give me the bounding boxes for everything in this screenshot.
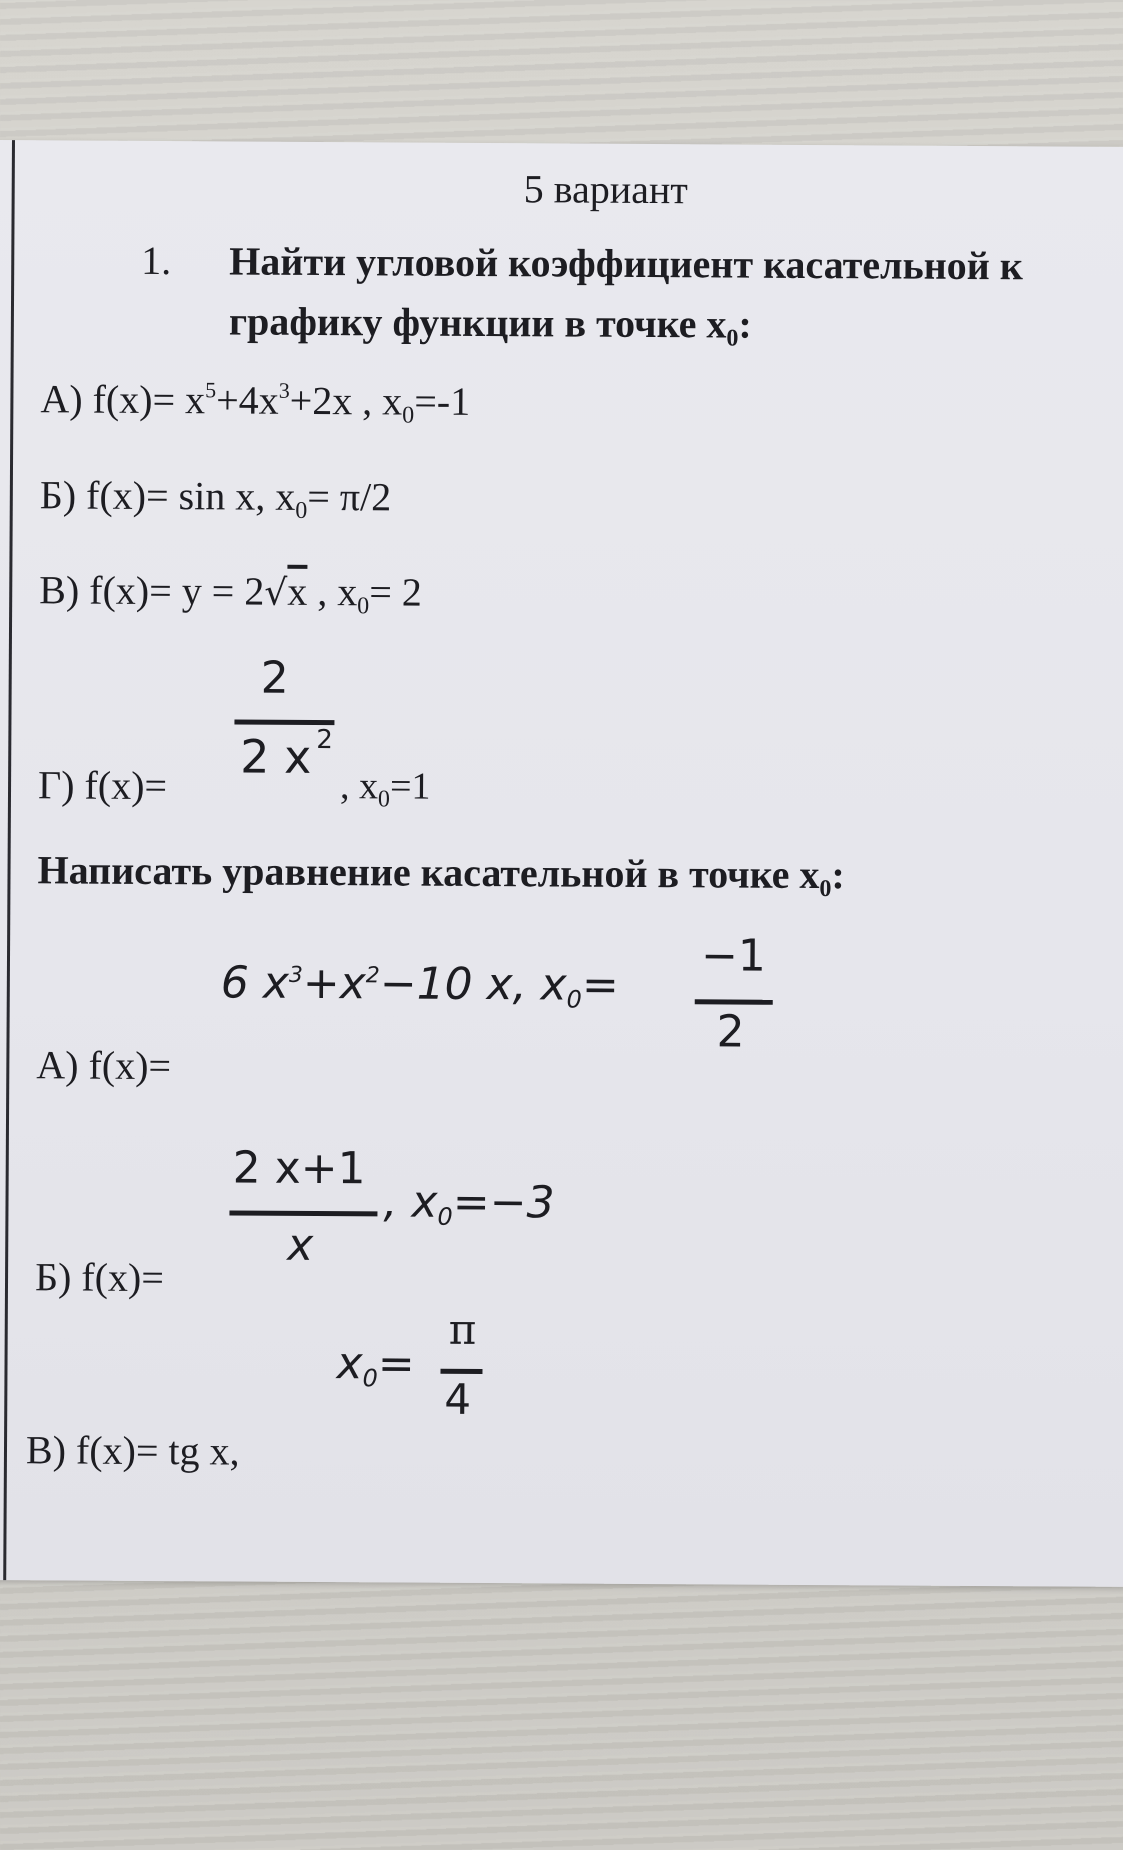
task1-item-g-label: Г) f(x)= (37, 762, 168, 809)
task1-item-g-x0: , $x_0=1$ (339, 765, 431, 813)
task2-item-b-numerator: 2 x+1 (232, 1142, 366, 1195)
task1-item-a: А) $f(x)= x^5+4x^3+2x$ , $x_0=-1$ (40, 376, 471, 429)
task2-heading: Написать уравнение касательной в точке $x_0$: (37, 847, 845, 903)
worksheet-paper (0, 140, 1123, 1587)
task2-item-v-x0: x0= (336, 1338, 415, 1393)
task2-item-v-denominator: 4 (444, 1374, 472, 1424)
margin-line (3, 140, 15, 1580)
task1-item-v: В) f(x)= y = 2√x , $x_0= 2$ (39, 567, 422, 620)
task2-item-b-label: Б) f(x)= (34, 1254, 165, 1301)
task1-item-g-denominator: 2 x (240, 729, 312, 784)
task2-item-a-formula: 6 $x^3+x^2-10$ x, x0= (220, 957, 620, 1014)
sqrt-symbol: √ (264, 572, 288, 614)
task1-number: 1. (141, 237, 172, 284)
task1-item-b: Б) f(x)= sin x, $x_0= \pi/2$ (39, 472, 392, 524)
task2-item-v-fraction-bar (440, 1369, 482, 1374)
task2-item-a-label: А) f(x)= (36, 1042, 172, 1089)
variant-title: 5 вариант (523, 166, 689, 213)
task2-item-a-numerator: −1 (700, 930, 767, 982)
task1-heading-line2: графику функции в точке $x_0$: (228, 298, 752, 352)
task2-item-a-fraction-bar (695, 999, 773, 1004)
task2-item-b-denominator: x (287, 1219, 314, 1271)
task1-item-g-exponent: 2 (316, 724, 333, 756)
task1-heading-line1: Найти угловой коэффициент касательной к (229, 238, 1023, 289)
task2-item-b-x0: , x0=−3 (383, 1176, 555, 1231)
task1-item-g-numerator: 2 (260, 652, 289, 704)
task2-item-b-fraction-bar (229, 1210, 377, 1216)
task2-item-v-numerator: π (448, 1304, 477, 1354)
task2-item-a-denominator: 2 (716, 1006, 745, 1058)
task2-item-v-label: В) f(x)= tg x, (25, 1427, 240, 1474)
